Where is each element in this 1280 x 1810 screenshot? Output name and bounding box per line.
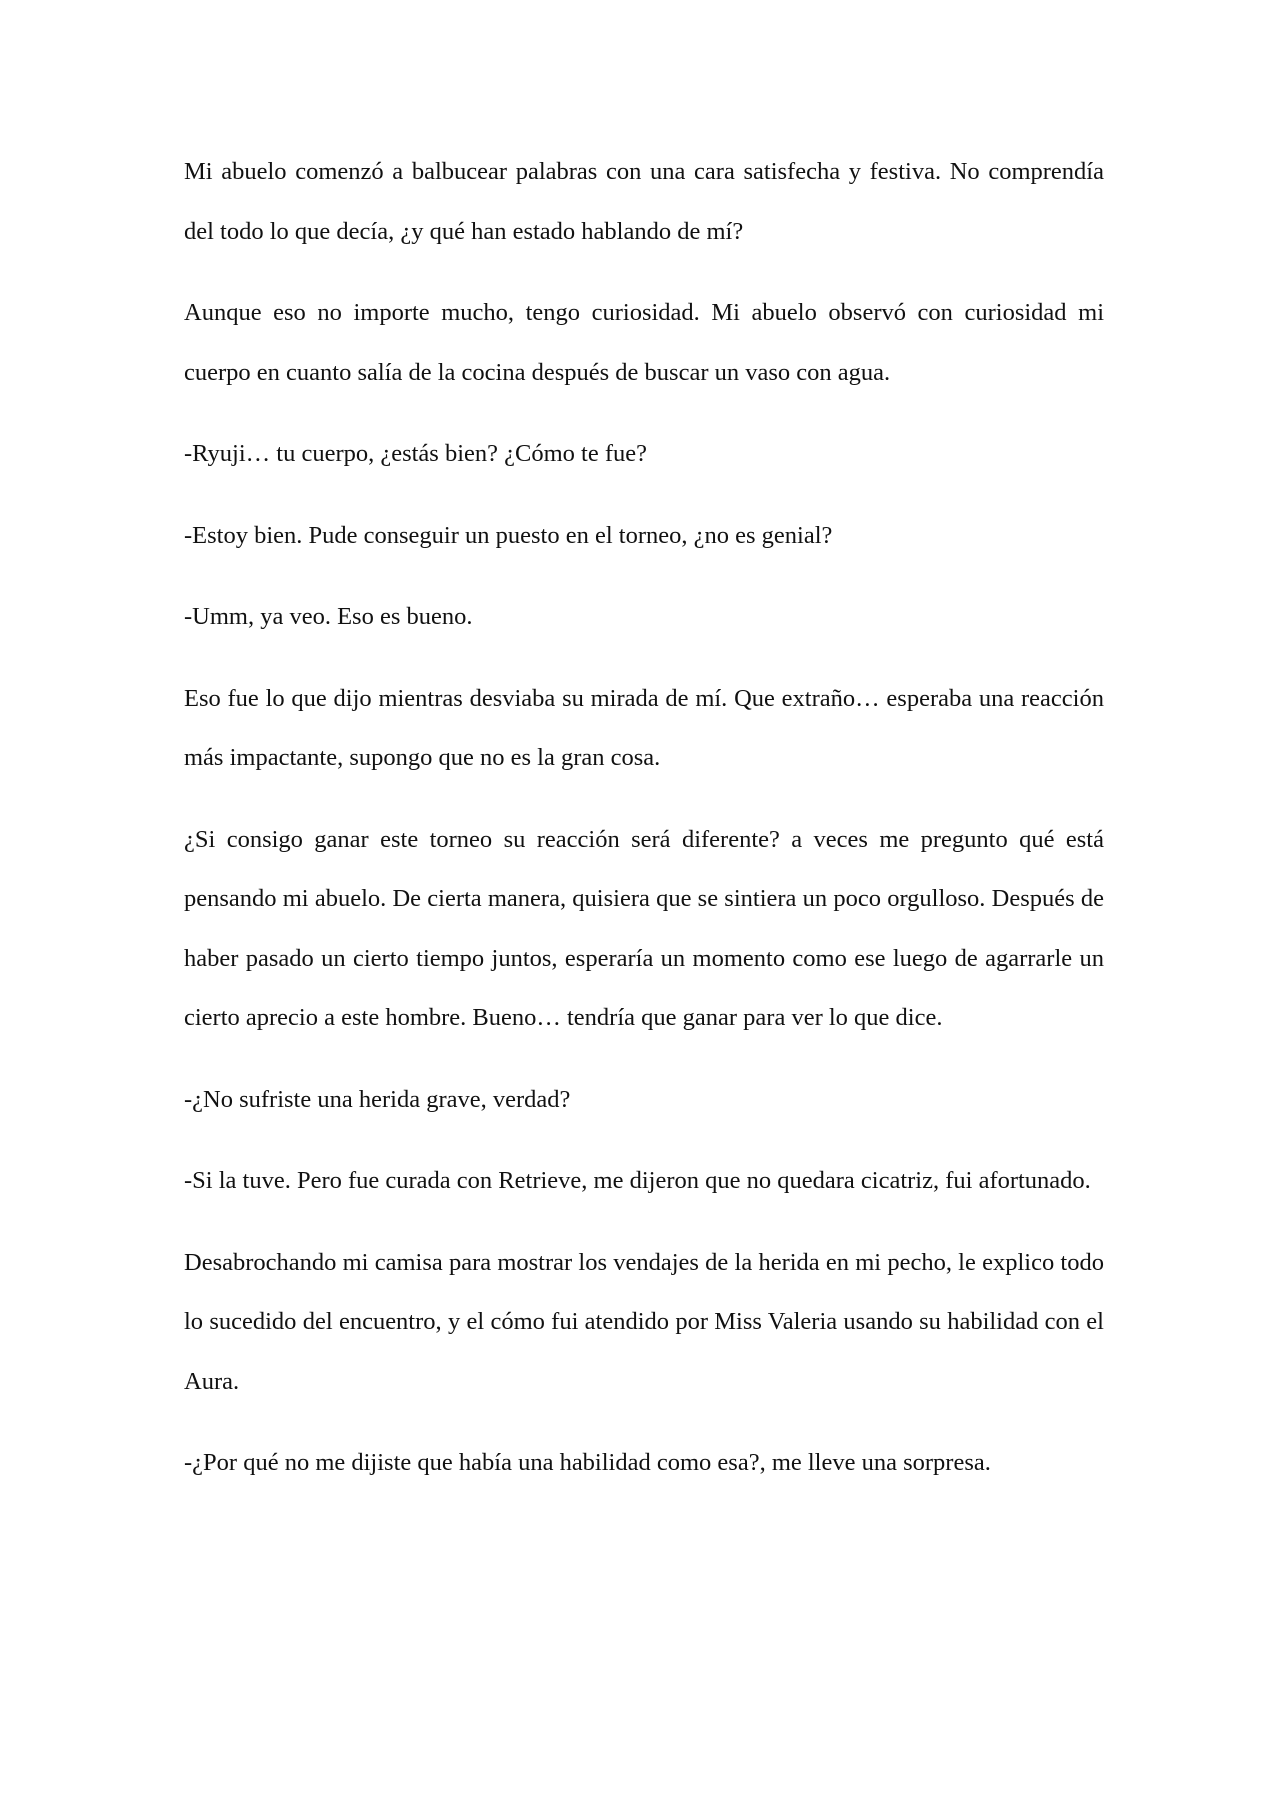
paragraph: -Estoy bien. Pude conseguir un puesto en el torneo, ¿no es genial? bbox=[184, 521, 833, 549]
paragraph: -Umm, ya veo. Eso es bueno. bbox=[184, 603, 473, 630]
paragraph: Mi abuelo comenzó a balbucear palabras con una cara satisfecha y festiva. No comprendía del todo lo que decía, ¿y qué han estado hablando de mí? bbox=[184, 158, 1104, 245]
paragraph: Desabrochando mi camisa para mostrar los vendajes de la herida en mi pecho, le explico todo lo sucedido del encuentro, y el cómo fui atendido por Miss Valeria usando su habilidad con el Aura. bbox=[184, 1248, 1104, 1395]
paragraph: Eso fue lo que dijo mientras desviaba su mirada de mí. Que extraño… esperaba una reacción más impactante, supongo que no es la gran cosa. bbox=[184, 684, 1104, 771]
document-body bbox=[184, 142, 1104, 1515]
paragraph: Aunque eso no importe mucho, tengo curiosidad. Mi abuelo observó con curiosidad mi cuerpo en cuanto salía de la cocina después de buscar un vaso con agua. bbox=[184, 299, 1104, 386]
paragraph: -Ryuji… tu cuerpo, ¿estás bien? ¿Cómo te fue? bbox=[184, 440, 648, 467]
paragraph: -Si la tuve. Pero fue curada con Retrieve, me dijeron que no quedara cicatriz, fui afortunado. bbox=[184, 1167, 1091, 1194]
paragraph: ¿Si consigo ganar este torneo su reacción será diferente? a veces me pregunto qué está pensando mi abuelo. De cierta manera, quisiera que se sintiera un poco orgulloso. Después de haber pasado un cierto tiempo juntos, esperaría un momento como ese luego de agarrarle un cierto aprecio a este hombre. Bueno… tendría que ganar para ver lo que dice. bbox=[184, 825, 1104, 1031]
paragraph: -¿No sufriste una herida grave, verdad? bbox=[184, 1085, 571, 1113]
paragraph: -¿Por qué no me dijiste que había una habilidad como esa?, me lleve una sorpresa. bbox=[184, 1449, 991, 1476]
